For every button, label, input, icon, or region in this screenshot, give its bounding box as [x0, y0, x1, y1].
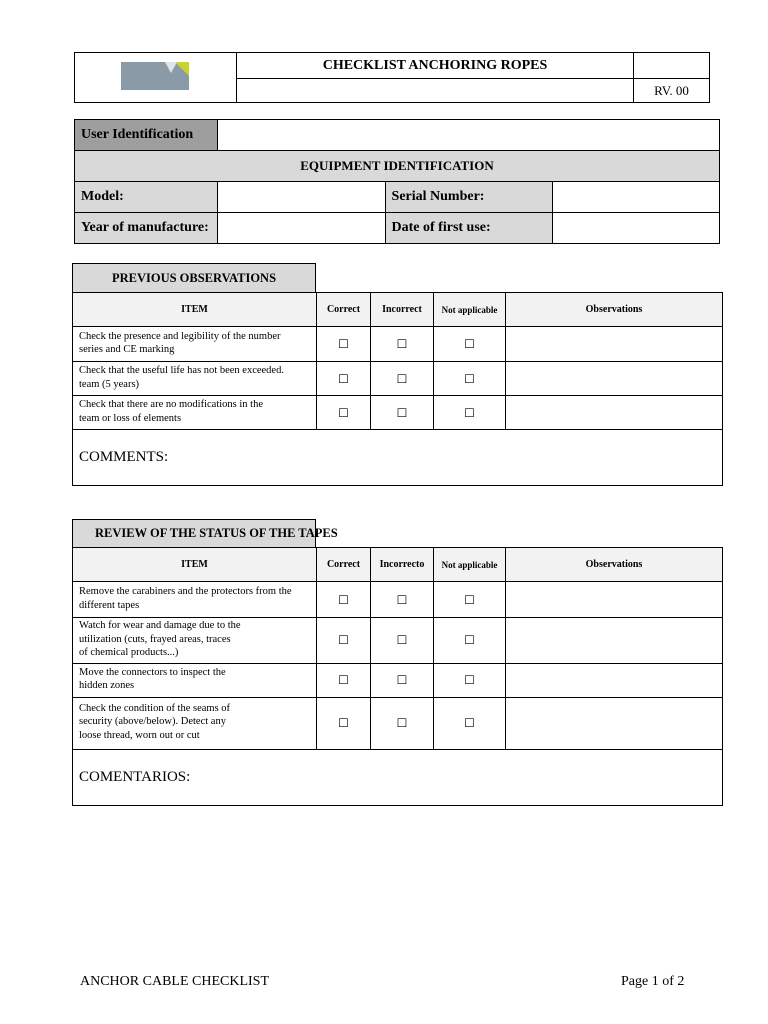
item-line: Move the connectors to inspect the: [79, 666, 226, 678]
observations-field[interactable]: [506, 327, 723, 362]
document-title: CHECKLIST ANCHORING ROPES: [237, 53, 634, 79]
not-applicable-checkbox[interactable]: ☐: [434, 663, 506, 697]
item-text: [73, 697, 317, 749]
logo-cell: [75, 53, 237, 103]
item-line: Check the presence and legibility of the number: [79, 330, 281, 342]
table-row: [73, 697, 723, 749]
correct-checkbox[interactable]: ☐: [317, 697, 371, 749]
tapes-review-table: [72, 547, 723, 806]
incorrect-checkbox[interactable]: ☐: [371, 327, 434, 362]
previous-observations-title: PREVIOUS OBSERVATIONS: [72, 263, 316, 293]
table-row: [73, 362, 723, 396]
incorrect-checkbox[interactable]: ☐: [371, 663, 434, 697]
not-applicable-checkbox[interactable]: ☐: [434, 697, 506, 749]
model-label: Model:: [75, 182, 218, 213]
correct-header: Correct: [317, 293, 371, 327]
observations-field[interactable]: [506, 582, 723, 618]
item-line: hidden zones: [79, 680, 135, 691]
user-identification-label: User Identification: [75, 120, 218, 151]
item-text: [73, 663, 317, 697]
incorrect-header: Incorrecto: [371, 548, 434, 582]
date-of-first-use-field[interactable]: [553, 213, 720, 244]
table-row: [73, 327, 723, 362]
not-applicable-header: Not applicable: [434, 548, 506, 582]
year-of-manufacture-field[interactable]: [217, 213, 385, 244]
item-line: team (5 years): [79, 378, 140, 390]
correct-checkbox[interactable]: ☐: [317, 663, 371, 697]
serial-number-field[interactable]: [553, 182, 720, 213]
item-line: team or loss of elements: [79, 412, 182, 424]
revision-label: RV. 00: [634, 79, 710, 103]
table-row: [73, 582, 723, 618]
item-line: utilization (cuts, frayed areas, traces: [79, 633, 231, 645]
item-line: security (above/below). Detect any: [79, 716, 226, 728]
observations-field[interactable]: [506, 663, 723, 697]
not-applicable-checkbox[interactable]: ☐: [434, 582, 506, 618]
tapes-review-title: REVIEW OF THE STATUS OF THE TAPES: [72, 519, 316, 548]
table-header-row: [73, 293, 723, 327]
footer-document-name: ANCHOR CABLE CHECKLIST: [80, 974, 270, 989]
equipment-table: [74, 119, 720, 244]
observations-field[interactable]: [506, 618, 723, 664]
user-identification-field[interactable]: [217, 120, 719, 151]
serial-number-label: Serial Number:: [385, 182, 553, 213]
document-header: [74, 52, 710, 103]
header-blank-cell: [237, 79, 634, 103]
not-applicable-checkbox[interactable]: ☐: [434, 362, 506, 396]
not-applicable-header: Not applicable: [434, 293, 506, 327]
previous-observations-table: [72, 292, 723, 486]
model-field[interactable]: [217, 182, 385, 213]
not-applicable-checkbox[interactable]: ☐: [434, 618, 506, 664]
incorrect-checkbox[interactable]: ☐: [371, 582, 434, 618]
table-row: [73, 618, 723, 664]
correct-header: Correct: [317, 548, 371, 582]
table-header-row: [73, 548, 723, 582]
incorrect-checkbox[interactable]: ☐: [371, 396, 434, 430]
observations-field[interactable]: [506, 362, 723, 396]
date-of-first-use-label: Date of first use:: [385, 213, 553, 244]
comments-label: COMMENTS:: [79, 449, 169, 465]
table-row: [73, 396, 723, 430]
item-line: series and CE marking: [79, 344, 175, 355]
not-applicable-checkbox[interactable]: ☐: [434, 327, 506, 362]
incorrect-checkbox[interactable]: ☐: [371, 362, 434, 396]
item-line: Check that there are no modifications in the: [79, 399, 263, 410]
item-header: ITEM: [73, 548, 317, 582]
item-line: Check that the useful life has not been exceeded.: [79, 365, 284, 376]
item-text: [73, 582, 317, 618]
item-header: ITEM: [73, 293, 317, 327]
incorrect-checkbox[interactable]: ☐: [371, 618, 434, 664]
correct-checkbox[interactable]: ☐: [317, 362, 371, 396]
comments-field[interactable]: [73, 749, 723, 805]
not-applicable-checkbox[interactable]: ☐: [434, 396, 506, 430]
footer-page-number: Page 1 of 2: [621, 974, 685, 989]
observations-field[interactable]: [506, 396, 723, 430]
item-line: Watch for wear and damage due to the: [79, 620, 241, 631]
year-of-manufacture-label: Year of manufacture:: [75, 213, 218, 244]
item-text: [73, 327, 317, 362]
equipment-section-title: EQUIPMENT IDENTIFICATION: [75, 151, 720, 182]
observations-header: Observations: [506, 293, 723, 327]
incorrect-header: Incorrect: [371, 293, 434, 327]
item-line: Check the condition of the seams of: [79, 702, 231, 714]
comments-label: COMENTARIOS:: [79, 768, 191, 785]
item-line: Remove the carabiners and the protectors from the: [79, 586, 292, 597]
incorrect-checkbox[interactable]: ☐: [371, 697, 434, 749]
correct-checkbox[interactable]: ☐: [317, 618, 371, 664]
item-line: loose thread, worn out or cut: [79, 729, 200, 741]
correct-checkbox[interactable]: ☐: [317, 396, 371, 430]
observations-field[interactable]: [506, 697, 723, 749]
observations-header: Observations: [506, 548, 723, 582]
item-line: of chemical products...): [79, 647, 179, 658]
correct-checkbox[interactable]: ☐: [317, 327, 371, 362]
comments-field[interactable]: [73, 430, 723, 486]
item-text: [73, 396, 317, 430]
table-row: [73, 663, 723, 697]
item-text: [73, 362, 317, 396]
company-logo: [121, 61, 191, 91]
item-text: [73, 618, 317, 664]
item-line: different tapes: [79, 599, 140, 611]
revision-top-cell: [634, 53, 710, 79]
correct-checkbox[interactable]: ☐: [317, 582, 371, 618]
